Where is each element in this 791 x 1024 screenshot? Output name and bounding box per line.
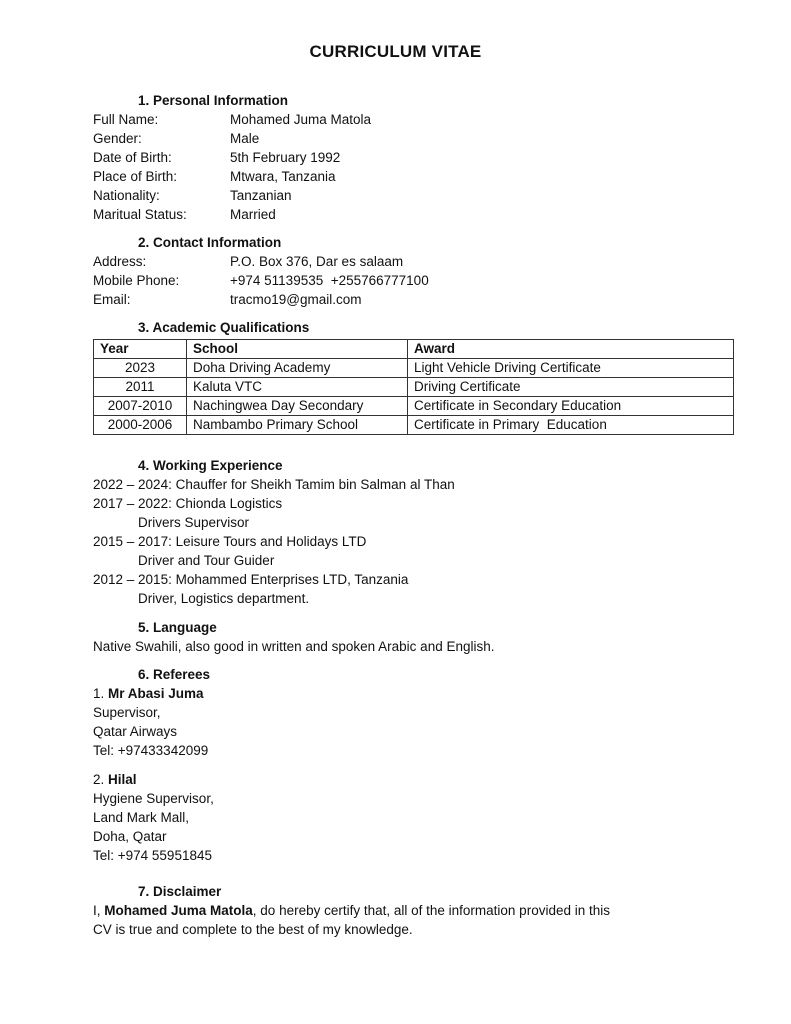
referees-heading: 6. Referees bbox=[138, 667, 211, 682]
field-value: Male bbox=[230, 131, 260, 146]
personal-heading: 1. Personal Information bbox=[138, 93, 289, 108]
table-row bbox=[94, 378, 734, 397]
referee-detail: Doha, Qatar bbox=[93, 829, 167, 844]
document-title: CURRICULUM VITAE bbox=[309, 42, 482, 61]
disclaimer-heading: 7. Disclaimer bbox=[138, 884, 222, 899]
work-entry: 2017 – 2022: Chionda Logistics bbox=[93, 496, 283, 511]
referee-detail: Land Mark Mall, bbox=[93, 810, 190, 825]
language-text: Native Swahili, also good in written and spoken Arabic and English. bbox=[93, 639, 495, 654]
school-cell: Nachingwea Day Secondary bbox=[187, 397, 408, 416]
disclaimer-line-1 bbox=[93, 901, 743, 920]
field-value: 5th February 1992 bbox=[230, 150, 341, 165]
work-role: Driver and Tour Guider bbox=[138, 553, 275, 568]
personal-row bbox=[93, 167, 743, 186]
work-entry: 2015 – 2017: Leisure Tours and Holidays LTD bbox=[93, 534, 367, 549]
personal-row bbox=[93, 148, 743, 167]
work-role: Driver, Logistics department. bbox=[138, 591, 310, 606]
personal-row bbox=[93, 205, 743, 224]
referee-number: 2. bbox=[93, 772, 109, 787]
table-row bbox=[94, 397, 734, 416]
referee-phone: Tel: +97433342099 bbox=[93, 743, 209, 758]
table-header-row bbox=[94, 340, 734, 359]
referee-phone: Tel: +974 55951845 bbox=[93, 848, 212, 863]
contact-section bbox=[93, 233, 743, 309]
field-label: Full Name: bbox=[93, 112, 159, 127]
year-cell: 2007-2010 bbox=[94, 397, 187, 416]
field-label: Gender: bbox=[93, 131, 142, 146]
qualifications-table bbox=[93, 339, 734, 435]
work-entry: 2022 – 2024: Chauffer for Sheikh Tamim bin Salman al Than bbox=[93, 477, 455, 492]
work-role: Drivers Supervisor bbox=[138, 515, 250, 530]
referee-name: Mr Abasi Juma bbox=[108, 686, 204, 701]
field-value: Married bbox=[230, 207, 276, 222]
referee-detail: Hygiene Supervisor, bbox=[93, 791, 214, 806]
academic-heading: 3. Academic Qualifications bbox=[138, 320, 310, 335]
personal-row bbox=[93, 129, 743, 148]
personal-row bbox=[93, 186, 743, 205]
referee-2-name-line bbox=[93, 770, 743, 789]
work-entry: 2012 – 2015: Mohammed Enterprises LTD, Tanzania bbox=[93, 572, 409, 587]
field-label: Date of Birth: bbox=[93, 150, 172, 165]
award-cell: Driving Certificate bbox=[408, 378, 734, 397]
contact-row bbox=[93, 252, 743, 271]
field-value: Tanzanian bbox=[230, 188, 292, 203]
contact-heading: 2. Contact Information bbox=[138, 235, 282, 250]
work-section bbox=[93, 456, 743, 608]
referee-detail: Supervisor, bbox=[93, 705, 161, 720]
referee-1-name-line bbox=[93, 684, 743, 703]
year-cell: 2000-2006 bbox=[94, 416, 187, 435]
year-cell: 2011 bbox=[94, 378, 187, 397]
field-value: +974 51139535 +255766777100 bbox=[230, 273, 429, 288]
column-header-award: Award bbox=[408, 340, 734, 359]
personal-section bbox=[93, 91, 743, 224]
school-cell: Kaluta VTC bbox=[187, 378, 408, 397]
contact-row bbox=[93, 271, 743, 290]
field-label: Maritual Status: bbox=[93, 207, 187, 222]
referees-section bbox=[93, 665, 743, 865]
award-cell: Light Vehicle Driving Certificate bbox=[408, 359, 734, 378]
academic-section bbox=[93, 318, 743, 435]
language-heading: 5. Language bbox=[138, 620, 217, 635]
email-value: tracmo19@gmail.com bbox=[230, 292, 362, 307]
field-value: Mohamed Juma Matola bbox=[230, 112, 372, 127]
language-section bbox=[93, 618, 743, 656]
disclaimer-name: Mohamed Juma Matola bbox=[104, 903, 253, 918]
award-cell: Certificate in Primary Education bbox=[408, 416, 734, 435]
table-row bbox=[94, 359, 734, 378]
column-header-school: School bbox=[187, 340, 408, 359]
referee-number: 1. bbox=[93, 686, 109, 701]
contact-row bbox=[93, 290, 743, 309]
year-cell: 2023 bbox=[94, 359, 187, 378]
field-value: P.O. Box 376, Dar es salaam bbox=[230, 254, 404, 269]
personal-row bbox=[93, 110, 743, 129]
disclaimer-prefix: I, bbox=[93, 903, 105, 918]
field-label: Email: bbox=[93, 292, 131, 307]
column-header-year: Year bbox=[94, 340, 187, 359]
table-row bbox=[94, 416, 734, 435]
field-value: Mtwara, Tanzania bbox=[230, 169, 336, 184]
disclaimer-line-2: CV is true and complete to the best of my knowledge. bbox=[93, 922, 413, 937]
field-label: Nationality: bbox=[93, 188, 160, 203]
disclaimer-suffix: , do hereby certify that, all of the information provided in this bbox=[252, 903, 610, 918]
work-heading: 4. Working Experience bbox=[138, 458, 283, 473]
school-cell: Nambambo Primary School bbox=[187, 416, 408, 435]
award-cell: Certificate in Secondary Education bbox=[408, 397, 734, 416]
referee-detail: Qatar Airways bbox=[93, 724, 178, 739]
referee-name: Hilal bbox=[108, 772, 137, 787]
field-label: Mobile Phone: bbox=[93, 273, 180, 288]
field-label: Address: bbox=[93, 254, 147, 269]
disclaimer-section bbox=[93, 882, 743, 939]
field-label: Place of Birth: bbox=[93, 169, 178, 184]
school-cell: Doha Driving Academy bbox=[187, 359, 408, 378]
